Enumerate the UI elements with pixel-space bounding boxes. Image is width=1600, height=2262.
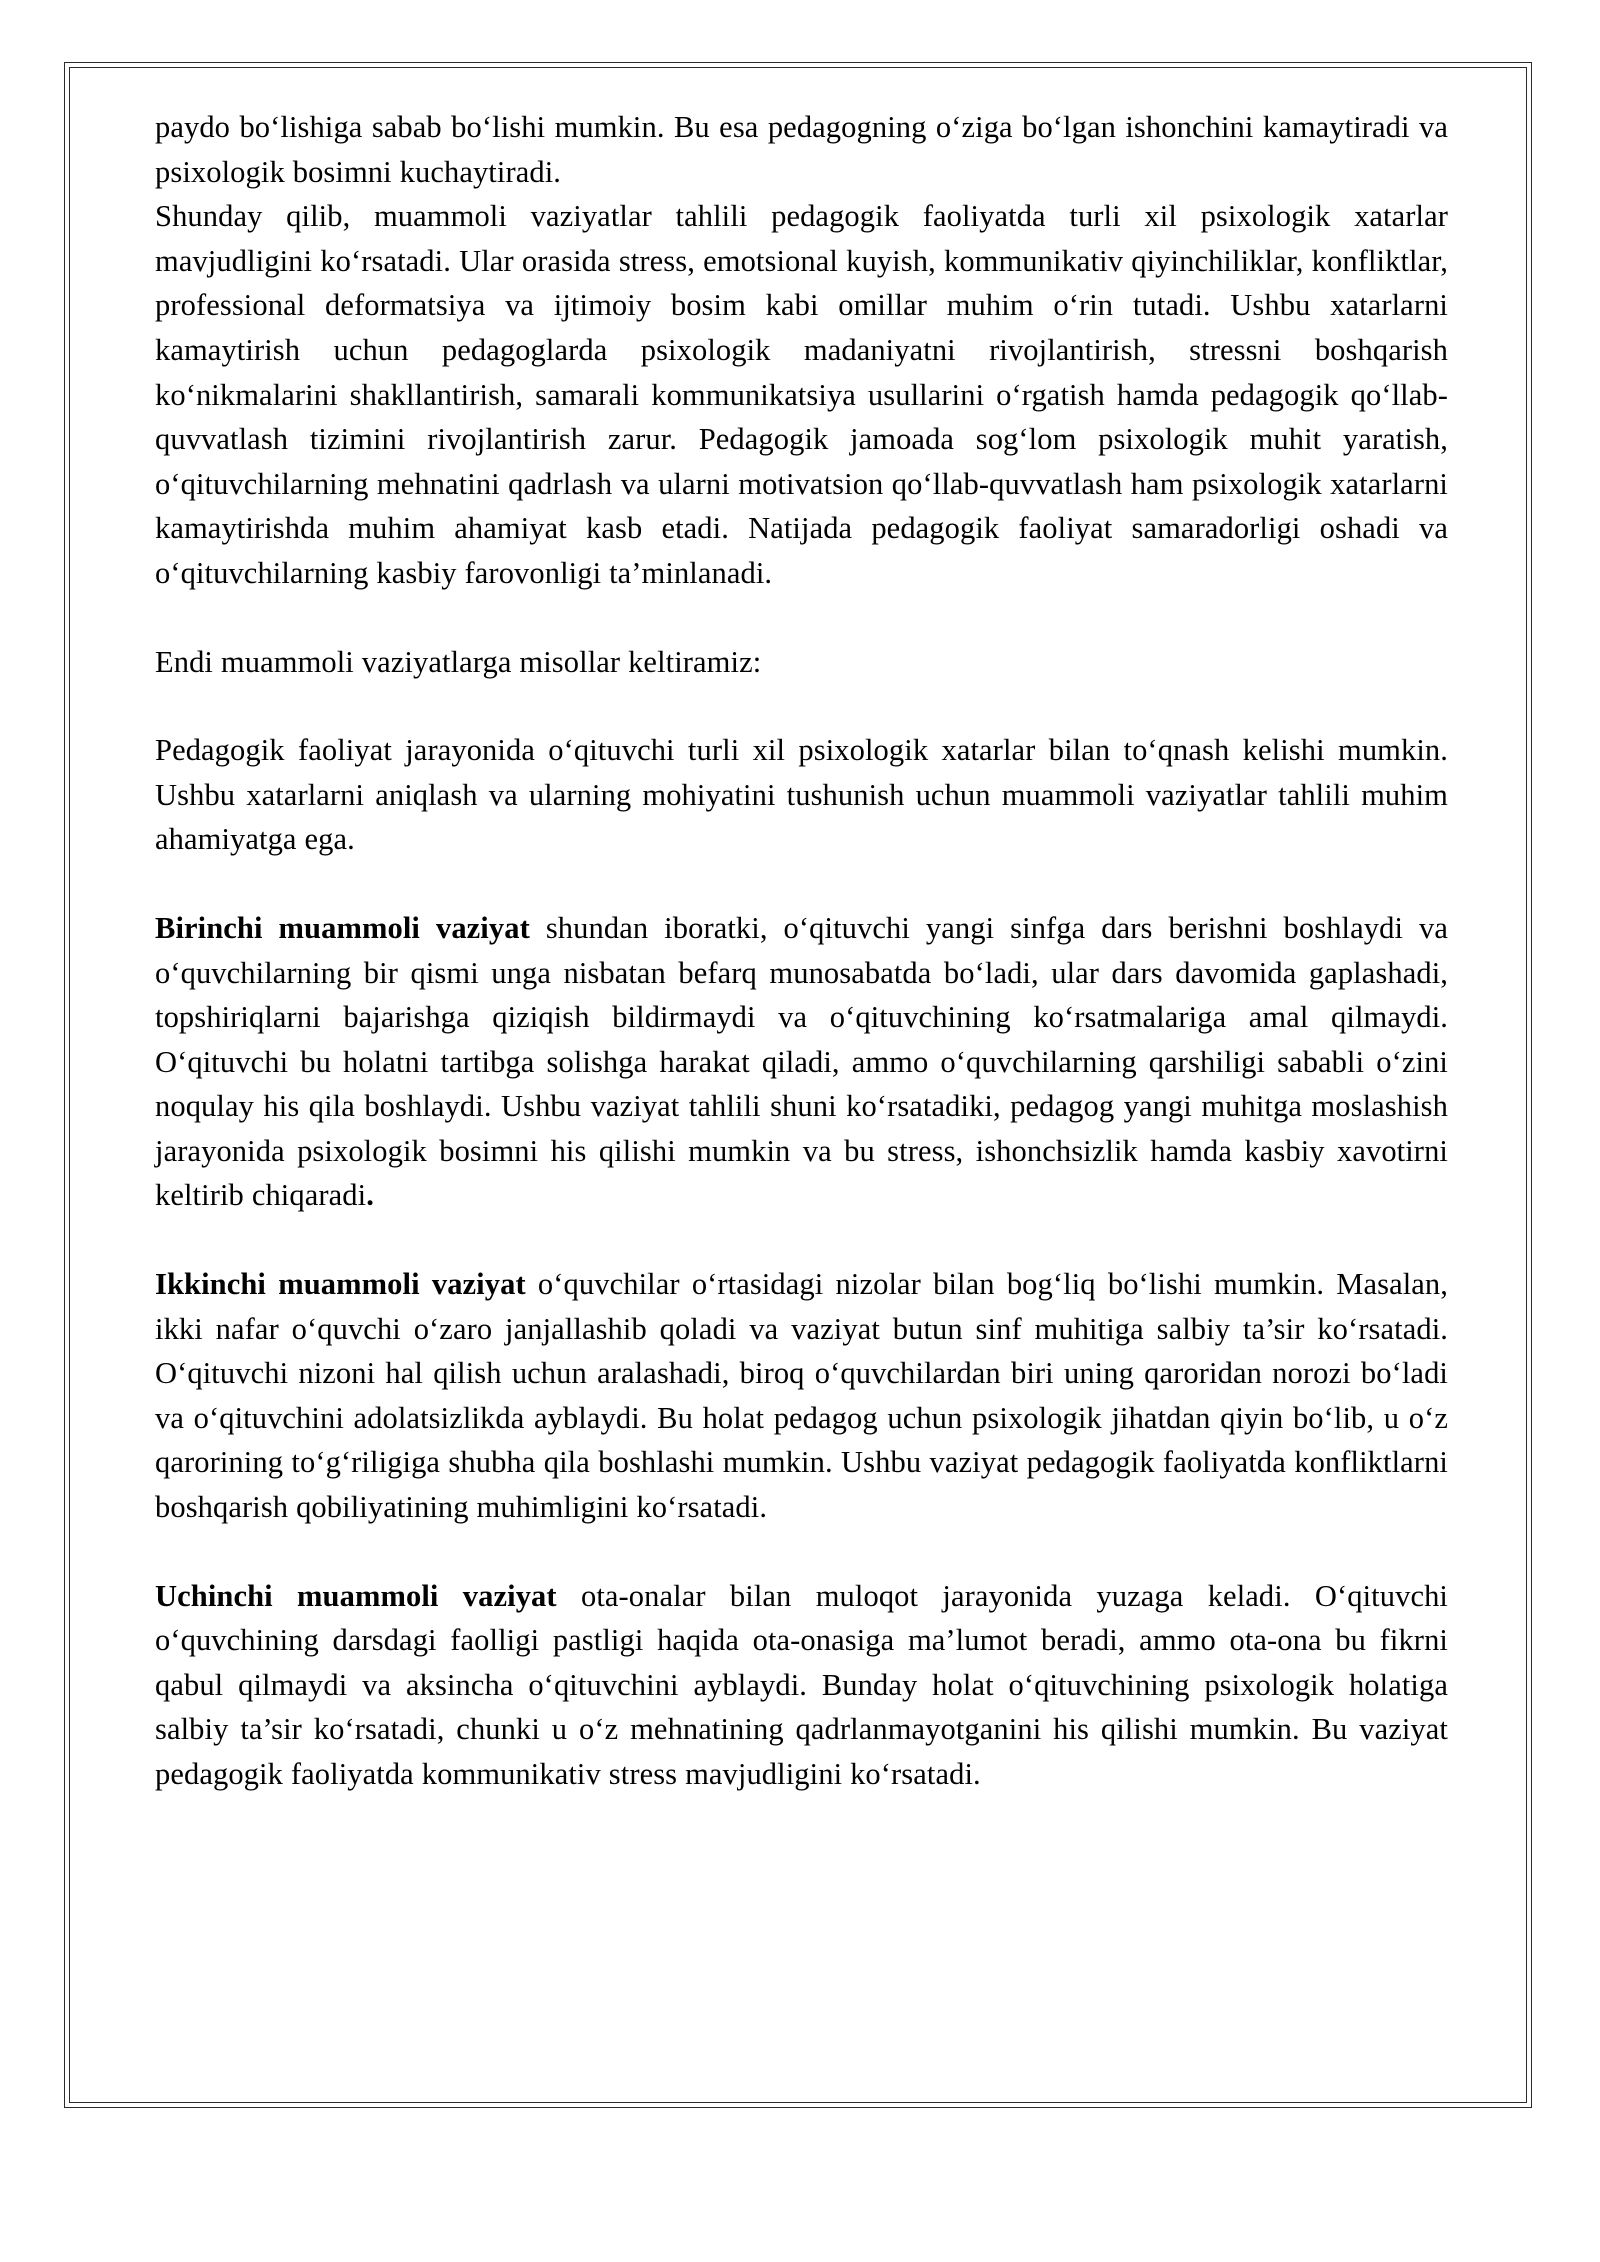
situation-two-lead: Ikkinchi muammoli vaziyat [155,1267,526,1302]
situation-two-paragraph [155,1262,1448,1530]
situation-one-paragraph [155,906,1448,1218]
page-frame [64,62,1532,2108]
situation-one-trailing-period: . [366,1178,374,1213]
situation-three-lead: Uchinchi muammoli vaziyat [155,1578,557,1613]
paragraph-summary: Shunday qilib, muammoli vaziyatlar tahlili pedagogik faoliyatda turli xil psixologik xatarlar mavjudligini ko‘rsatadi. Ular orasida stress, emotsional kuyish, kommunikativ qiyinchiliklar, konfliktlar, professional deformatsiya va ijtimoiy bosim kabi omillar muhim o‘rin tutadi. Ushbu xatarlarni kamaytirish uchun pedagoglarda psixologik madaniyatni rivojlantirish, stressni boshqarish ko‘nikmalarini shakllantirish, samarali kommunikatsiya usullarini o‘rgatish hamda pedagogik qo‘llab-quvvatlash tizimini rivojlantirish zarur. Pedagogik jamoada sog‘lom psixologik muhit yaratish, o‘qituvchilarning mehnatini qadrlash va ularni motivatsion qo‘llab-quvvatlash ham psixologik xatarlarni kamaytirishda muhim ahamiyat kasb etadi. Natijada pedagogik faoliyat samaradorligi oshadi va o‘qituvchilarning kasbiy farovonligi ta’minlanadi. [155,199,1448,590]
situation-one-lead: Birinchi muammoli vaziyat [155,910,530,945]
situation-two-text: o‘quvchilar o‘rtasidagi nizolar bilan bog‘liq bo‘lishi mumkin. Masalan, ikki nafar o‘quvchi o‘zaro janjallashib qoladi va vaziyat butun sinf muhitiga salbiy ta’sir ko‘rsatadi. O‘qituvchi nizoni hal qilish uchun aralashadi, biroq o‘quvchilardan biri uning qaroridan norozi bo‘ladi va o‘qituvchini adolatsizlikda ayblaydi. Bu holat pedagog uchun psixologik jihatdan qiyin bo‘lib, u o‘z qarorining to‘g‘riligiga shubha qila boshlashi mumkin. Ushbu vaziyat pedagogik faoliyatda konfliktlarni boshqarish qobiliyatining muhimligini ko‘rsatadi. [155,1267,1448,1525]
document-text-column [155,105,1448,1797]
situation-one-text: shundan iboratki, o‘qituvchi yangi sinfga dars berishni boshlaydi va o‘quvchilarning bir qismi unga nisbatan befarq munosabatda bo‘ladi, ular dars davomida gaplashadi, topshiriqlarni bajarishga qiziqish bildirmaydi va o‘qituvchining ko‘rsatmalariga amal qilmaydi. O‘qituvchi bu holatni tartibga solishga harakat qiladi, ammo o‘quvchilarning qarshiligi sababli o‘zini noqulay his qila boshlaydi. Ushbu vaziyat tahlili shuni ko‘rsatadiki, pedagog yangi muhitga moslashish jarayonida psixologik bosimni his qilishi mumkin va bu stress, ishonchsizlik hamda kasbiy xavotirni keltirib chiqaradi [155,910,1448,1213]
paragraph-examples-intro: Endi muammoli vaziyatlarga misollar keltiramiz: [155,644,762,679]
paragraph-continuation: paydo bo‘lishiga sabab bo‘lishi mumkin. Bu esa pedagogning o‘ziga bo‘lgan ishonchini kamaytiradi va psixologik bosimni kuchaytiradi. [155,110,1448,189]
situation-three-paragraph [155,1574,1448,1797]
situation-three-text: ota-onalar bilan muloqot jarayonida yuzaga keladi. O‘qituvchi o‘quvchining darsdagi faolligi pastligi haqida ota-onasiga ma’lumot beradi, ammo ota-ona bu fikrni qabul qilmaydi va aksincha o‘qituvchini ayblaydi. Bunday holat o‘qituvchining psixologik holatiga salbiy ta’sir ko‘rsatadi, chunki u o‘z mehnatining qadrlanmayotganini his qilishi mumkin. Bu vaziyat pedagogik faoliyatda kommunikativ stress mavjudligini ko‘rsatadi. [155,1578,1449,1791]
paragraph-analysis-intro: Pedagogik faoliyat jarayonida o‘qituvchi turli xil psixologik xatarlar bilan to‘qnash kelishi mumkin. Ushbu xatarlarni aniqlash va ularning mohiyatini tushunish uchun muammoli vaziyatlar tahlili muhim ahamiyatga ega. [155,733,1448,857]
